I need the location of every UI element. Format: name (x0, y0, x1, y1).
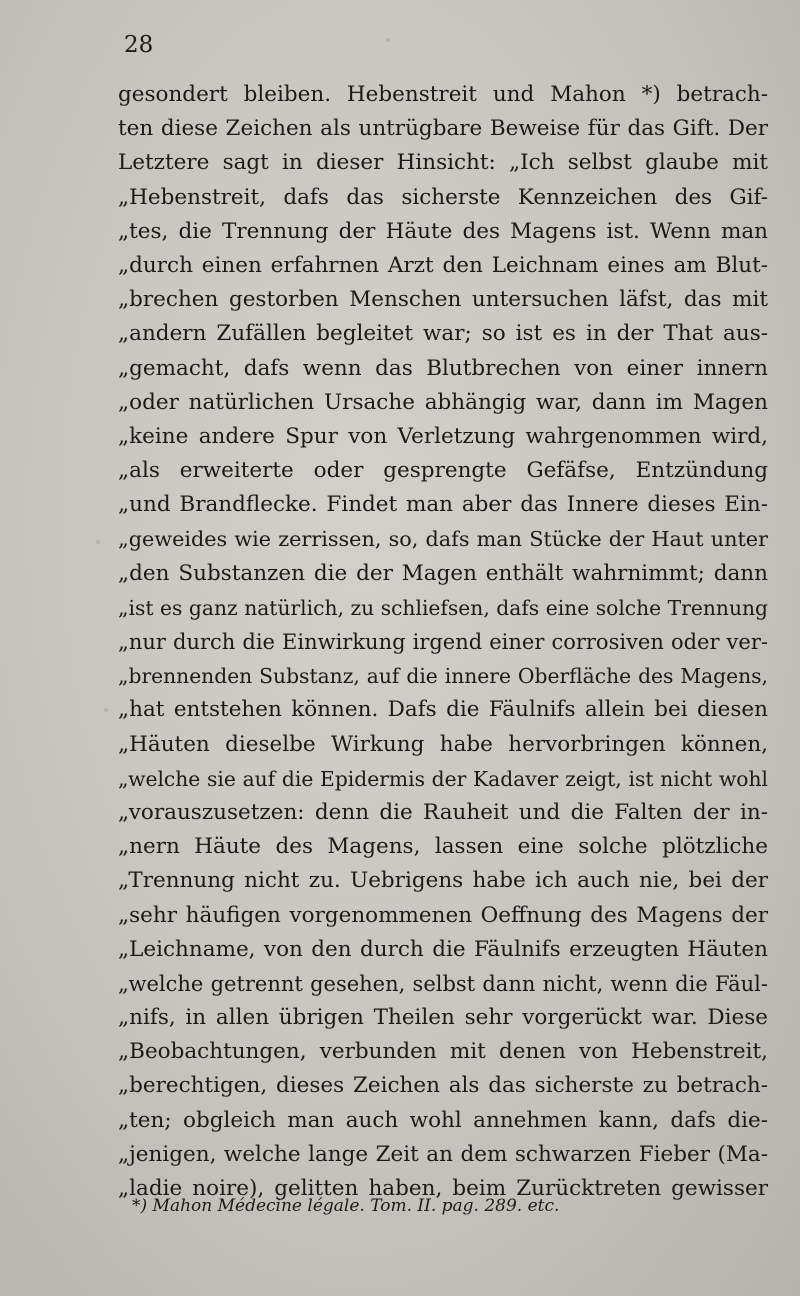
text-line: „ten; obgleich man auch wohl annehmen kann, dafs die- (118, 1107, 768, 1133)
text-line: „Leichname, von den durch die Fäulnifs erzeugten Häuten (118, 936, 768, 962)
page-number: 28 (124, 32, 154, 58)
text-line: „geweides wie zerrissen, so, dafs man Stücke der Haut unter (118, 527, 768, 552)
text-line: „nern Häute des Magens, lassen eine solche plötzliche (118, 834, 768, 860)
text-line: „sehr häufigen vorgenommenen Oeffnung des Magens der (118, 902, 768, 928)
paper-spot (104, 708, 108, 712)
text-line: „oder natürlichen Ursache abhängig war, dann im Magen (118, 389, 768, 415)
text-line: „ladie noire), gelitten haben, beim Zurücktreten gewisser (118, 1176, 768, 1201)
text-line: Letztere sagt in dieser Hinsicht: „Ich selbst glaube mit (118, 150, 768, 176)
text-line: ten diese Zeichen als untrügbare Beweise für das Gift. Der (118, 116, 768, 142)
text-line: „welche sie auf die Epidermis der Kadaver zeigt, ist nicht wohl (118, 766, 768, 791)
text-line: „keine andere Spur von Verletzung wahrgenommen wird, (118, 423, 768, 449)
text-line: „nifs, in allen übrigen Theilen sehr vorgerückt war. Diese (118, 1005, 768, 1031)
text-line: „berechtigen, dieses Zeichen als das sicherste zu betrach- (118, 1073, 768, 1099)
text-line: „als erweiterte oder gesprengte Gefäfse, Entzündung (118, 458, 768, 484)
paper-spot (96, 540, 100, 544)
text-line: „durch einen erfahrnen Arzt den Leichnam eines am Blut- (118, 252, 768, 278)
text-line: „brechen gestorben Menschen untersuchen läfst, das mit (118, 287, 768, 313)
text-line: „und Brandflecke. Findet man aber das Innere dieses Ein- (118, 492, 768, 518)
text-line: „welche getrennt gesehen, selbst dann nicht, wenn die Fäul- (118, 971, 768, 996)
text-line: „den Substanzen die der Magen enthält wahrnimmt; dann (118, 560, 768, 586)
text-line: „Trennung nicht zu. Uebrigens habe ich auch nie, bei der (118, 868, 768, 894)
text-line: „hat entstehen können. Dafs die Fäulnifs allein bei diesen (118, 697, 768, 723)
footnote: *) Mahon Médecine légale. Tom. II. pag. 289. etc. (132, 1196, 560, 1216)
text-line: „Hebenstreit, dafs das sicherste Kennzeichen des Gif- (118, 184, 768, 210)
paper-spot (386, 38, 390, 42)
text-line: „vorauszusetzen: denn die Rauheit und die Falten der in- (118, 799, 768, 825)
text-line: „brennenden Substanz, auf die innere Oberfläche des Magens, (118, 664, 768, 689)
text-line: „andern Zufällen begleitet war; so ist es in der That aus- (118, 321, 768, 347)
text-line: „Häuten dieselbe Wirkung habe hervorbringen können, (118, 731, 768, 757)
text-line: gesondert bleiben. Hebenstreit und Mahon *) betrach- (118, 82, 768, 107)
text-line: „jenigen, welche lange Zeit an dem schwarzen Fieber (Ma- (118, 1141, 768, 1167)
text-line: „gemacht, dafs wenn das Blutbrechen von einer innern (118, 355, 768, 381)
text-line: „tes, die Trennung der Häute des Magens ist. Wenn man (118, 218, 768, 244)
body-text (118, 78, 768, 1206)
text-line: „nur durch die Einwirkung irgend einer corrosiven oder ver- (118, 630, 768, 654)
text-line: „Beobachtungen, verbunden mit denen von Hebenstreit, (118, 1039, 768, 1065)
text-line: „ist es ganz natürlich, zu schliefsen, dafs eine solche Trennung (118, 595, 768, 620)
